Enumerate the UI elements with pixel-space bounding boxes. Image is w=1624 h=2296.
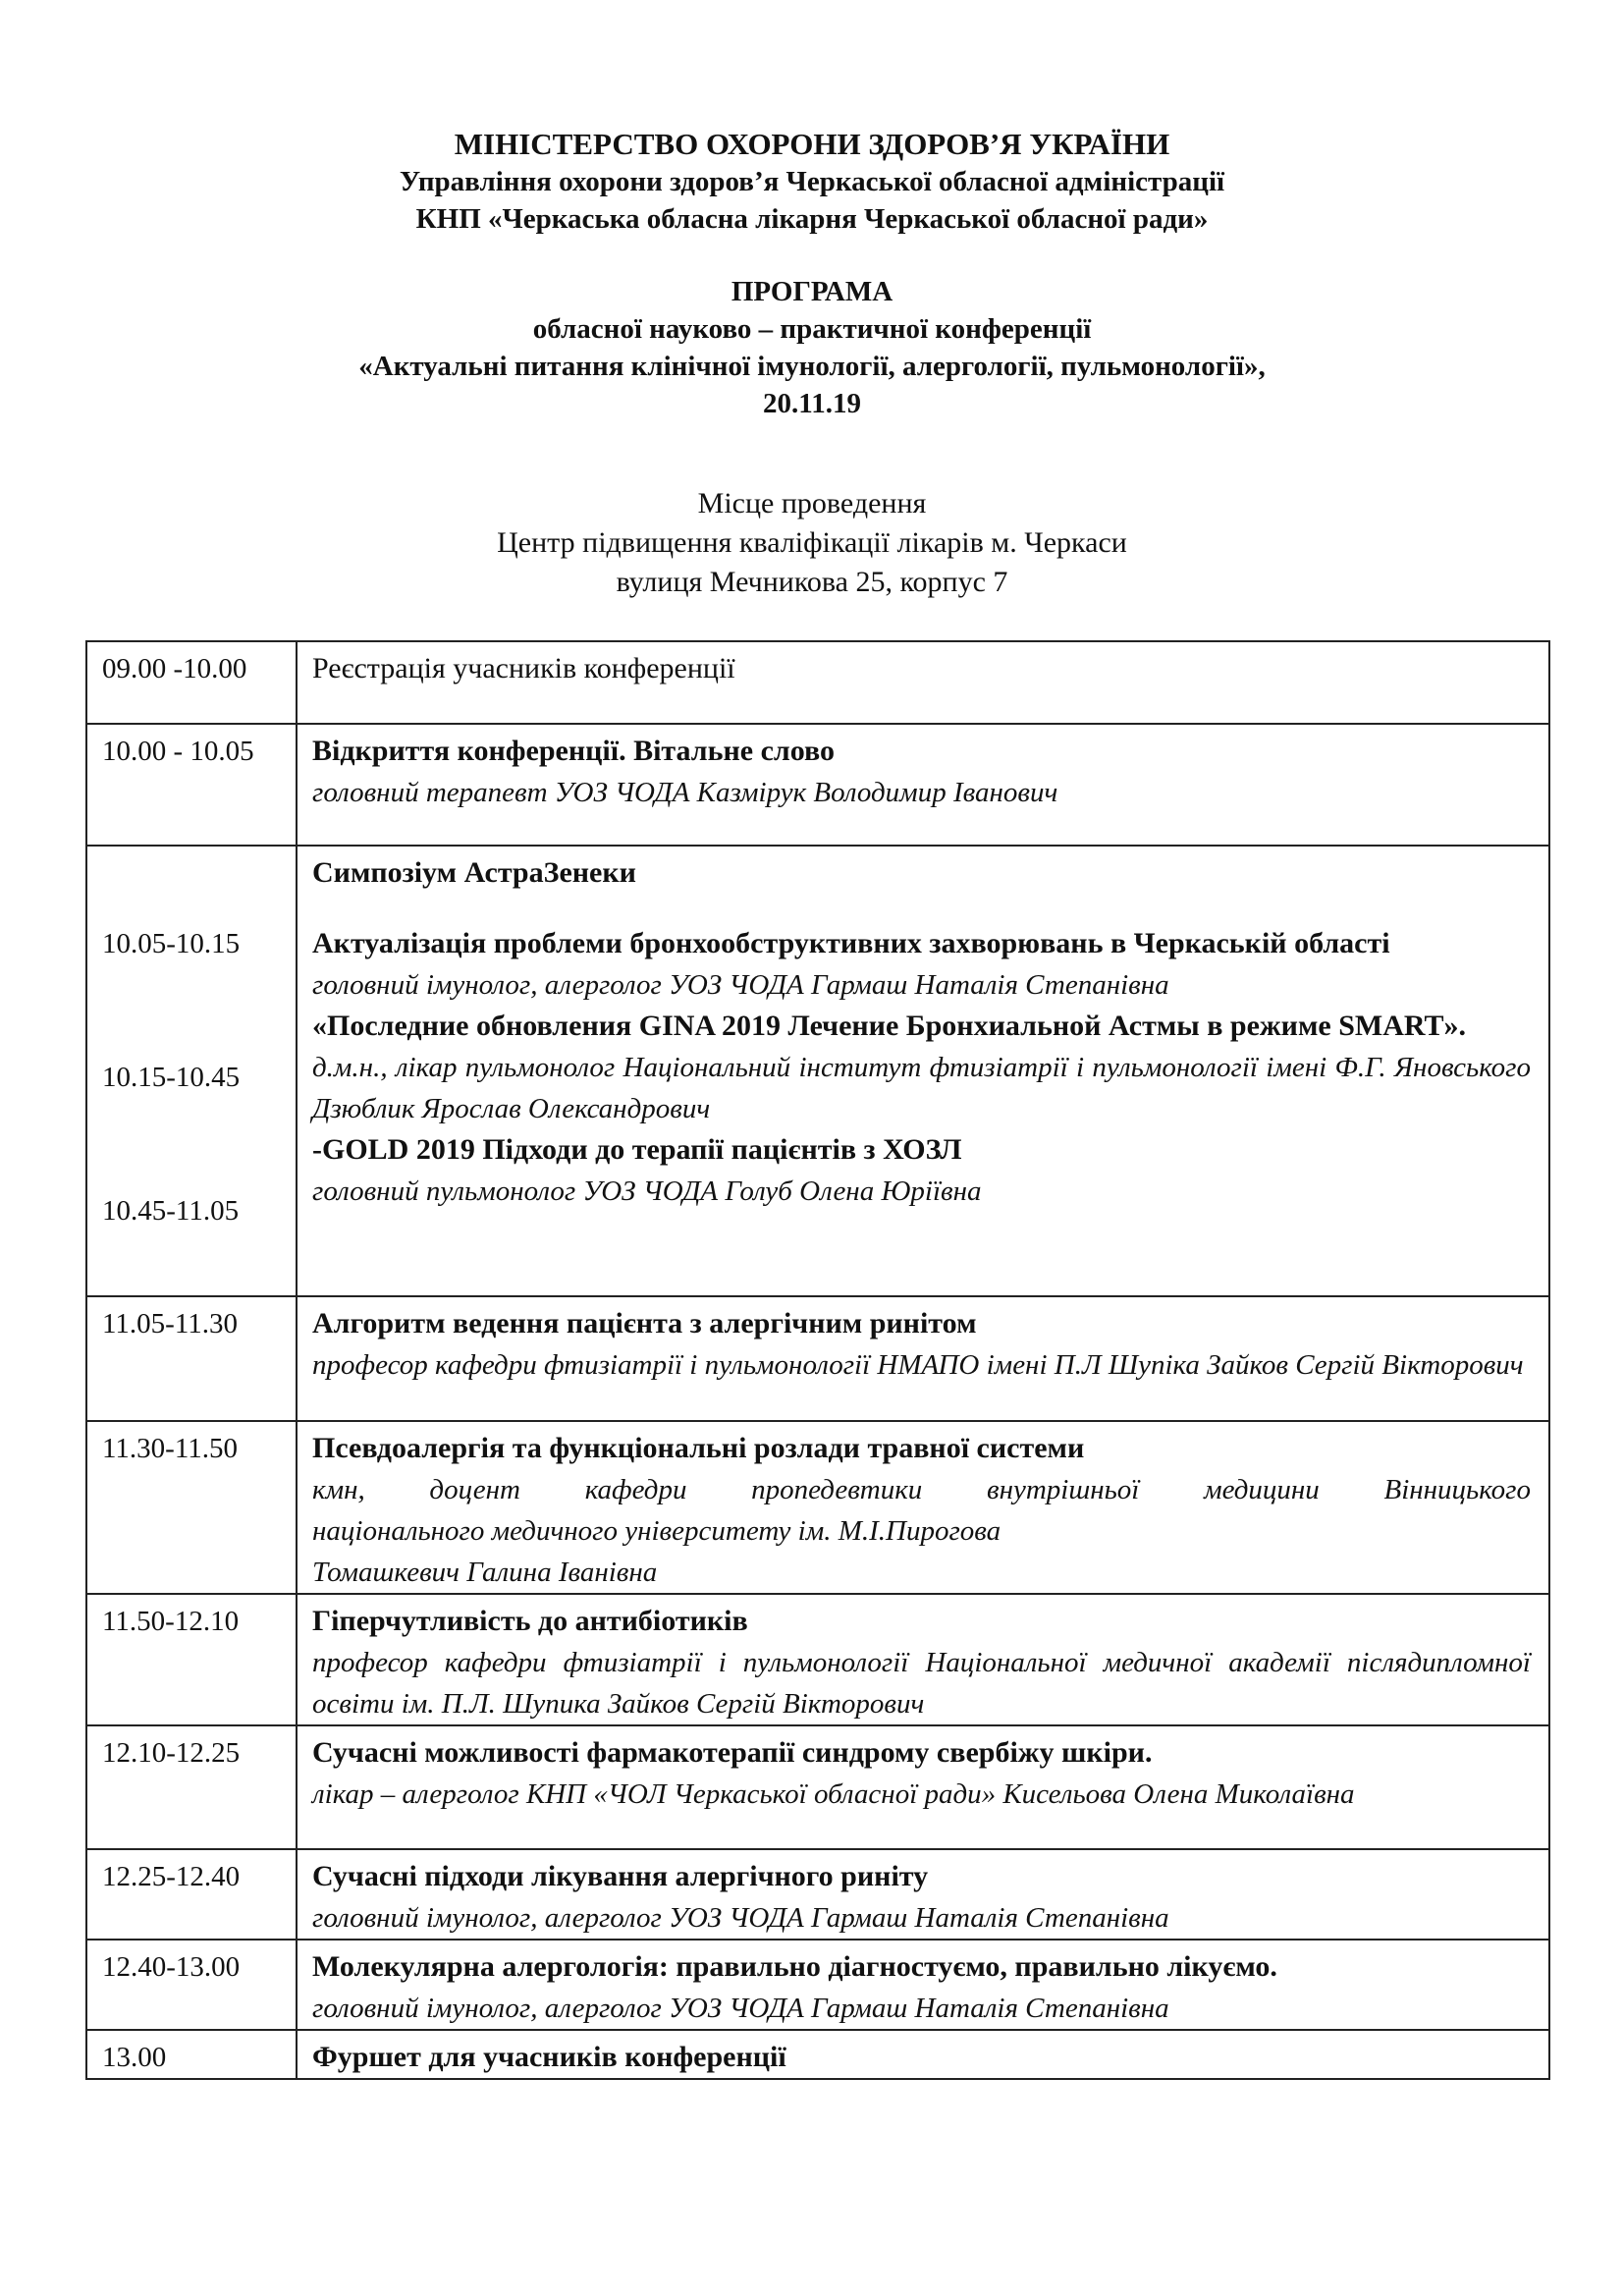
session-speaker: головний імунолог, алерголог УОЗ ЧОДА Гармаш Наталія Степанівна <box>312 1902 1169 1934</box>
program-heading: ПРОГРАМА <box>731 276 893 307</box>
session-title: Фуршет для учасників конференції <box>312 2041 786 2073</box>
row-content <box>297 1849 1549 1940</box>
row-content <box>297 1594 1549 1725</box>
row-content <box>297 641 1549 724</box>
session-title: «Последние обновления GINA 2019 Лечение Бронхиальной Астмы в режиме SMART». <box>312 1010 1466 1042</box>
row-content <box>297 1940 1549 2030</box>
row-content <box>297 1421 1549 1594</box>
row-content <box>297 724 1549 846</box>
row-time: 12.25-12.40 <box>86 1849 297 1940</box>
hospital-title: КНП «Черкаська обласна лікарня Черкаської обласної ради» <box>415 203 1209 235</box>
session-speaker: кмн, доцент кафедри пропедевтики внутрішньої медицини Вінницького <box>312 1474 1531 1505</box>
session-title: Молекулярна алергологія: правильно діагностуємо, правильно лікуємо. <box>312 1950 1277 1983</box>
row-time: 11.30-11.50 <box>86 1421 297 1594</box>
session-title: Реєстрація учасників конференції <box>312 652 735 684</box>
conference-date: 20.11.19 <box>763 388 861 419</box>
table-row <box>86 724 1549 846</box>
department-title: Управління охорони здоров’я Черкаської обласної адміністрації <box>399 166 1225 197</box>
table-row <box>86 641 1549 724</box>
session-speaker: головний імунолог, алерголог УОЗ ЧОДА Гармаш Наталія Степанівна <box>312 969 1169 1001</box>
session-speaker: головний пульмонолог УОЗ ЧОДА Голуб Олена Юріївна <box>312 1175 982 1207</box>
row-time: 12.10-12.25 <box>86 1725 297 1849</box>
venue-place: Центр підвищення кваліфікації лікарів м. Черкаси <box>497 526 1127 559</box>
symposium-title: Симпозіум АстраЗенеки <box>312 856 636 889</box>
row-content <box>297 846 1549 1296</box>
table-row <box>86 846 1549 1296</box>
row-time: 10.05-10.15 <box>102 928 241 959</box>
row-time: 11.05-11.30 <box>86 1296 297 1421</box>
row-time: 10.00 - 10.05 <box>86 724 297 846</box>
row-content <box>297 2030 1549 2079</box>
session-title: Сучасні можливості фармакотерапії синдрому свербіжу шкіри. <box>312 1736 1153 1769</box>
session-speaker: професор кафедри фтизіатрії і пульмонології Національної медичної академії післядипломної освіти ім. П.Л. Шупика Зайков Сергій Вікторович <box>312 1647 1531 1720</box>
document-header <box>0 126 1624 422</box>
row-time-group <box>86 846 297 1296</box>
row-time: 09.00 -10.00 <box>86 641 297 724</box>
row-time: 10.45-11.05 <box>102 1195 240 1227</box>
session-speaker: д.м.н., лікар пульмонолог Національний інститут фтизіатрії і пульмонології імені Ф.Г. Яновського Дзюблик Ярослав Олександрович <box>312 1052 1531 1124</box>
venue-address: вулиця Мечникова 25, корпус 7 <box>616 566 1008 598</box>
venue-label: Місце проведення <box>697 487 927 519</box>
session-title: Алгоритм ведення пацієнта з алергічним ринітом <box>312 1307 977 1339</box>
conference-title: «Актуальні питання клінічної імунології, алергології, пульмонології», <box>358 351 1266 382</box>
session-title: Актуалізація проблеми бронхообструктивних захворювань в Черкаській області <box>312 927 1390 959</box>
session-speaker: національного медичного університету ім. М.І.Пирогова <box>312 1515 1001 1547</box>
table-row <box>86 1421 1549 1594</box>
table-row <box>86 1594 1549 1725</box>
conference-type: обласної науково – практичної конференції <box>532 313 1092 345</box>
row-content <box>297 1296 1549 1421</box>
table-row <box>86 1940 1549 2030</box>
session-speaker: Томашкевич Галина Іванівна <box>312 1557 658 1588</box>
row-time: 12.40-13.00 <box>86 1940 297 2030</box>
venue-block <box>0 484 1624 602</box>
session-speaker: головний імунолог, алерголог УОЗ ЧОДА Гармаш Наталія Степанівна <box>312 1993 1169 2024</box>
table-row <box>86 1849 1549 1940</box>
schedule-table <box>85 640 1550 2080</box>
table-row <box>86 1296 1549 1421</box>
row-time: 13.00 <box>86 2030 297 2079</box>
session-title: Гіперчутливість до антибіотиків <box>312 1605 748 1637</box>
table-row <box>86 2030 1549 2079</box>
session-title: Псевдоалергія та функціональні розлади травної системи <box>312 1432 1085 1464</box>
session-title: -GOLD 2019 Підходи до терапії пацієнтів з ХОЗЛ <box>312 1133 962 1166</box>
row-content <box>297 1725 1549 1849</box>
session-speaker: професор кафедри фтизіатрії і пульмонології НМАПО імені П.Л Шупіка Зайков Сергій Вікторович <box>312 1349 1524 1381</box>
session-speaker: лікар – алерголог КНП «ЧОЛ Черкаської обласної ради» Кисельова Олена Миколаївна <box>312 1778 1355 1810</box>
session-title: Відкриття конференції. Вітальне слово <box>312 735 835 767</box>
session-speaker: головний терапевт УОЗ ЧОДА Казмірук Володимир Іванович <box>312 777 1058 808</box>
ministry-title: МІНІСТЕРСТВО ОХОРОНИ ЗДОРОВ’Я УКРАЇНИ <box>454 127 1170 161</box>
row-time: 11.50-12.10 <box>86 1594 297 1725</box>
table-row <box>86 1725 1549 1849</box>
session-title: Сучасні підходи лікування алергічного риніту <box>312 1860 929 1892</box>
row-time: 10.15-10.45 <box>102 1062 241 1093</box>
